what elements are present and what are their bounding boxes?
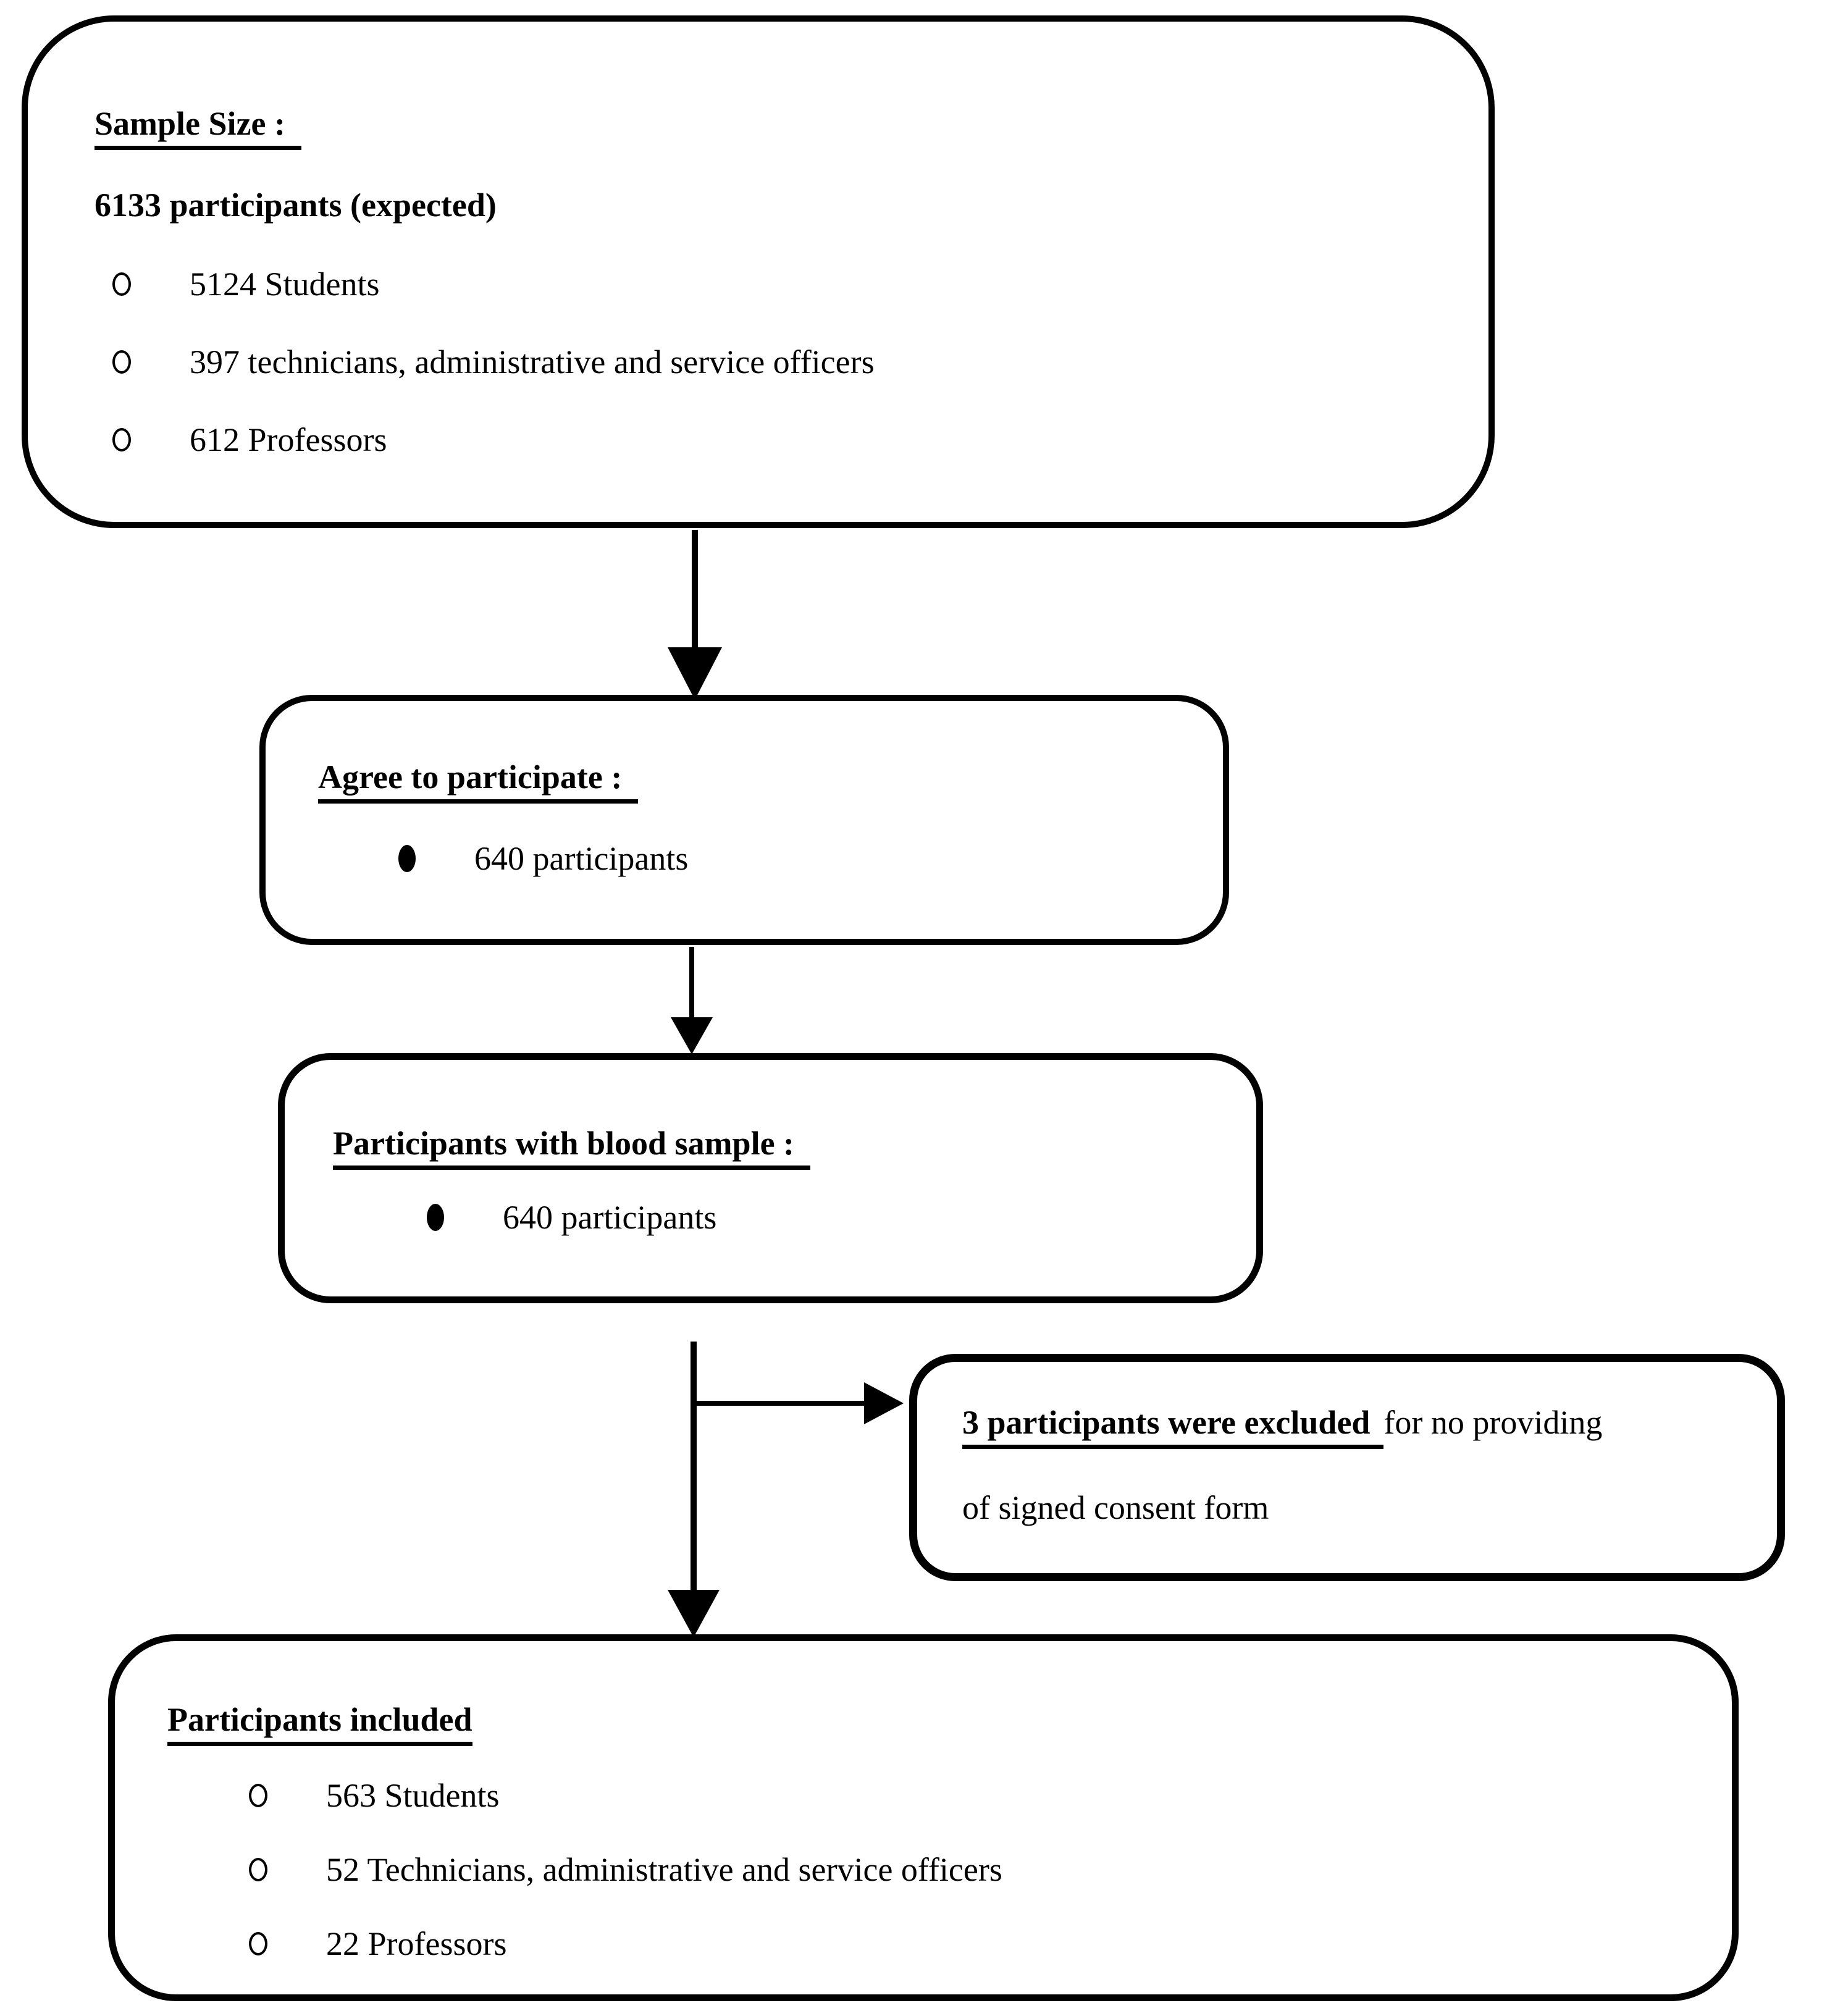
list-item-text: 563 Students — [326, 1777, 500, 1814]
list-item-text: 22 Professors — [326, 1925, 507, 1962]
arrow-agree-to-blood — [671, 947, 713, 1054]
sample-size-box — [22, 15, 1495, 528]
hollow-bullet-icon — [249, 1784, 267, 1807]
filled-bullet-icon — [427, 1204, 444, 1231]
hollow-bullet-icon — [249, 1932, 267, 1955]
arrow-sample-to-agree — [668, 530, 722, 700]
filled-bullet-icon — [398, 845, 416, 872]
list-item — [112, 266, 380, 303]
agree-box-title: Agree to participate : — [318, 758, 638, 796]
list-item — [427, 1199, 716, 1236]
included-box-title: Participants included — [167, 1701, 472, 1738]
excluded-box-line1: 3 participants were excluded for no providing — [962, 1404, 1602, 1441]
hollow-bullet-icon — [249, 1858, 267, 1881]
list-item-text: 397 technicians, administrative and service officers — [190, 343, 875, 380]
list-item — [112, 421, 387, 458]
sample-size-box-title: Sample Size : — [94, 105, 301, 142]
list-item-text: 52 Technicians, administrative and service officers — [326, 1851, 1002, 1888]
list-item — [249, 1851, 1002, 1888]
list-item-text: 612 Professors — [190, 421, 387, 458]
list-item — [249, 1925, 507, 1962]
list-item — [112, 343, 875, 380]
list-item-text: 5124 Students — [190, 266, 380, 303]
excluded-box-line2: of signed consent form — [962, 1489, 1269, 1526]
blood-sample-box — [278, 1053, 1263, 1303]
list-item-text: 640 participants — [503, 1199, 717, 1236]
list-item-text: 640 participants — [474, 840, 689, 877]
hollow-bullet-icon — [112, 350, 131, 374]
participants-included-box — [108, 1634, 1739, 2001]
list-item — [398, 840, 688, 877]
list-item — [249, 1777, 500, 1814]
connector-blood-to-included — [668, 1342, 904, 1637]
sample-size-box-subtitle: 6133 participants (expected) — [94, 187, 497, 224]
excluded-box — [909, 1354, 1785, 1581]
agree-to-participate-box — [259, 695, 1229, 945]
hollow-bullet-icon — [112, 272, 131, 296]
hollow-bullet-icon — [112, 428, 131, 452]
blood-sample-box-title: Participants with blood sample : — [333, 1125, 810, 1162]
